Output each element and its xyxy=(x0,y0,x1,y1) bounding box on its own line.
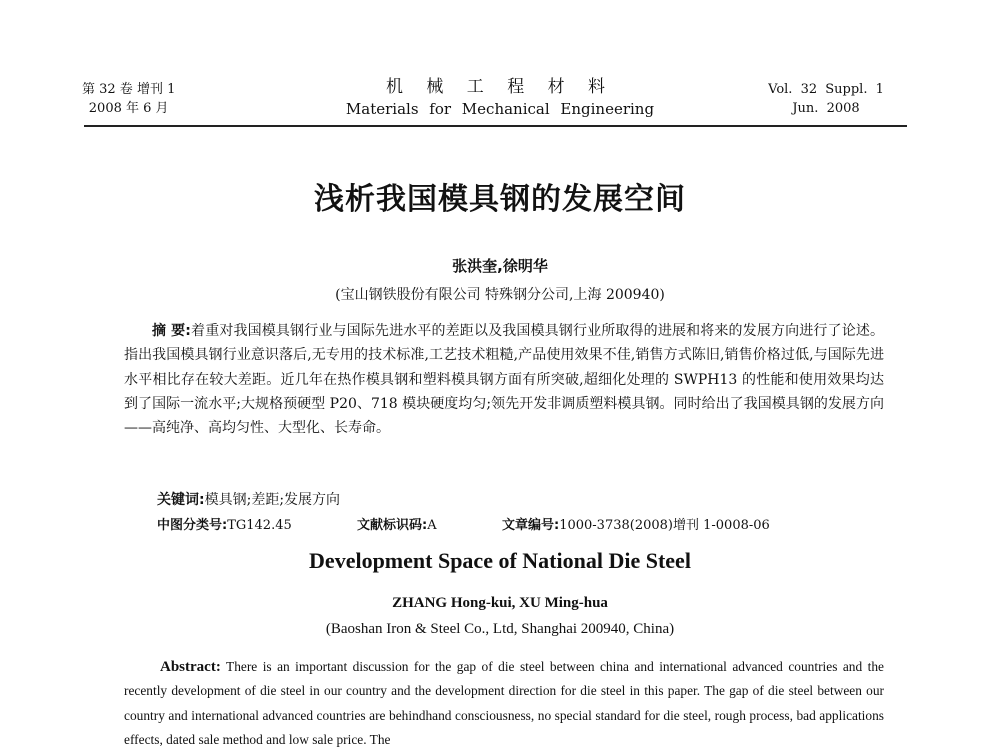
doc-code-value: A xyxy=(427,518,437,533)
article-title-cn: 浅析我国模具钢的发展空间 xyxy=(314,182,686,217)
abstract-text-en: There is an important discussion for the gap of die steel between china and international advanced countries and the recently development of die steel in our country and the development direction for die steel in this paper. The gap of die steel between our country and international advanced countries are behindhand consciousness, no special standard for die steel, rough process, bad applications effects, dated sale method and low sale price. The xyxy=(124,659,884,747)
clc-value: TG142.45 xyxy=(227,518,292,533)
journal-name xyxy=(320,76,680,120)
authors-cn: 张洪奎,徐明华 xyxy=(452,257,548,275)
journal-name-en: Materials for Mechanical Engineering xyxy=(345,100,655,118)
abstract-cn xyxy=(124,319,884,440)
journal-issue-en xyxy=(742,80,910,118)
volume-cn: 第 32 卷 增刊 1 xyxy=(82,82,176,97)
abstract-label-cn: 摘 要: xyxy=(152,323,191,339)
affiliation-cn: (宝山钢铁股份有限公司 特殊钢分公司,上海 200940) xyxy=(335,287,665,303)
article-title-en: Development Space of National Die Steel xyxy=(309,548,691,573)
article-number xyxy=(502,514,770,533)
authors-en: ZHANG Hong-kui, XU Ming-hua xyxy=(392,595,608,611)
clc-number xyxy=(157,514,292,533)
article-no-label: 文章编号: xyxy=(502,518,560,533)
article-no-value: 1000-3738(2008)增刊 1-0008-06 xyxy=(559,518,770,533)
clc-label: 中图分类号: xyxy=(157,518,228,533)
keywords-label: 关键词: xyxy=(157,492,205,508)
doc-code-label: 文献标识码: xyxy=(357,518,428,533)
header-divider xyxy=(84,125,907,127)
journal-name-cn: 机 械 工 程 材 料 xyxy=(385,77,615,97)
date-cn: 2008 年 6 月 xyxy=(88,101,169,116)
affiliation-en: (Baoshan Iron & Steel Co., Ltd, Shanghai 200940, China) xyxy=(325,621,675,637)
date-en: Jun. 2008 xyxy=(792,101,860,116)
journal-issue-cn xyxy=(82,80,175,118)
abstract-text-cn: 着重对我国模具钢行业与国际先进水平的差距以及我国模具钢行业所取得的进展和将来的发展方向进行了论述。指出我国模具钢行业意识落后,无专用的技术标准,工艺技术粗糙,产品使用效果不佳,销售方式陈旧,销售价格过低,与国际先进水平相比存在较大差距。近几年在热作模具钢和塑料模具钢方面有所突破,超细化处理的 SWPH13 的性能和使用效果均达到了国际一流水平;大规格预硬型 P20、718 模块硬度均匀;领先开发非调质塑料模具钢。同时给出了我国模具钢的发展方向——高纯净、高均匀性、大型化、长寿命。 xyxy=(124,323,884,437)
keywords xyxy=(157,489,340,509)
abstract-en xyxy=(124,655,884,752)
abstract-label-en: Abstract: xyxy=(160,659,221,675)
volume-en: Vol. 32 Suppl. 1 xyxy=(768,82,884,97)
keywords-text: 模具钢;差距;发展方向 xyxy=(204,492,341,508)
document-code xyxy=(357,514,437,533)
